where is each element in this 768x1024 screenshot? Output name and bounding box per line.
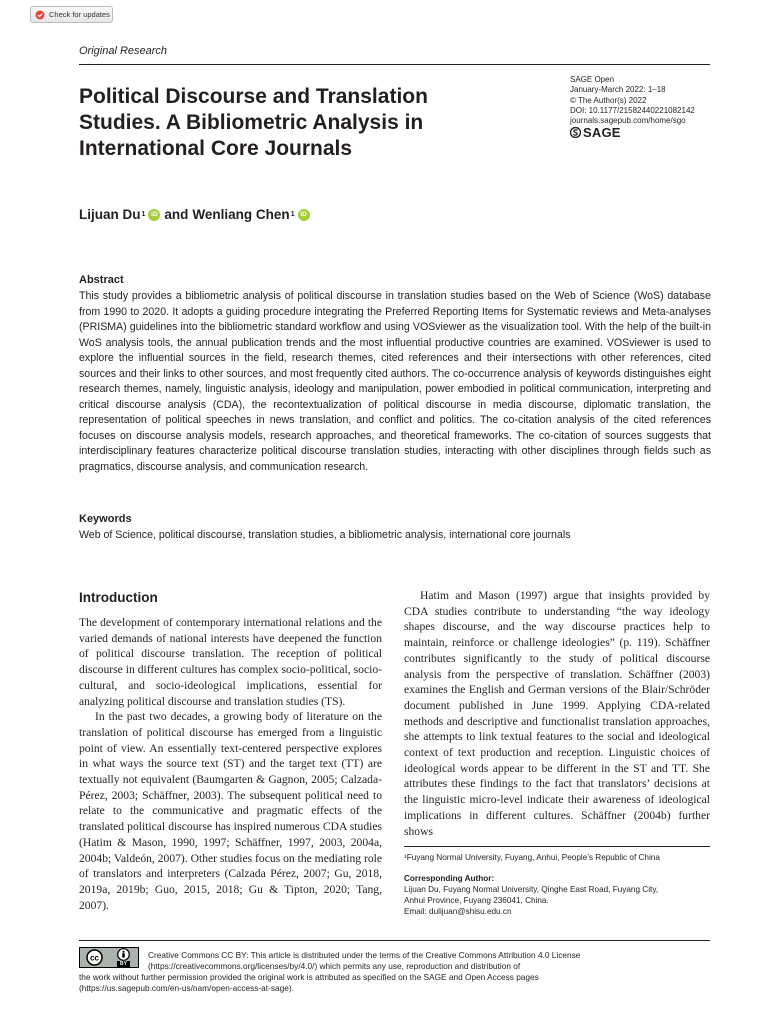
cc-by-badge[interactable] <box>79 947 139 968</box>
sage-logo <box>570 124 695 140</box>
article-title: Political Discourse and Translation Studies. A Bibliometric Analysis in International Core Journals <box>79 85 428 160</box>
corresponding-author-email[interactable]: Email: dulijuan@shisu.edu.cn <box>404 907 512 916</box>
license-url[interactable]: (https://us.sagepub.com/en-us/nam/open-access-at-sage). <box>79 983 294 993</box>
author-name[interactable]: Lijuan Du <box>79 207 141 222</box>
creative-commons-icon <box>86 949 103 966</box>
journal-url[interactable]: journals.sagepub.com/home/sgo <box>570 116 686 126</box>
by-label: BY <box>117 961 130 967</box>
introduction-heading: Introduction <box>79 590 158 605</box>
author-name[interactable]: Wenliang Chen <box>192 207 290 222</box>
author-list <box>79 207 314 222</box>
update-check-icon <box>35 10 45 20</box>
keywords-text: Web of Science, political discourse, translation studies, a bibliometric analysis, international core journals <box>79 529 571 541</box>
license-text-continued <box>79 972 710 994</box>
journal-issue: January-March 2022: 1–18 <box>570 85 666 95</box>
article-type: Original Research <box>79 45 168 57</box>
orcid-icon[interactable]: iD <box>148 209 160 221</box>
affiliation-footnote: ¹Fuyang Normal University, Fuyang, Anhui, People’s Republic of China <box>404 853 660 862</box>
sage-logo-icon <box>570 127 581 138</box>
footnotes <box>404 852 714 917</box>
license-divider <box>79 940 710 941</box>
cc-label: cc <box>90 953 99 963</box>
journal-meta <box>570 75 695 138</box>
corresponding-author-line: Anhui Province, Fuyang 236041, China. <box>404 896 549 905</box>
author-affiliation-marker: 1 <box>141 211 146 218</box>
header-divider <box>79 64 710 65</box>
footnote-divider <box>404 846 710 847</box>
orcid-icon[interactable]: iD <box>298 209 310 221</box>
journal-doi[interactable]: DOI: 10.1177/21582440221082142 <box>570 105 695 115</box>
license-url[interactable]: (https://creativecommons.org/licenses/by/4.0/) which permits any use, reproduction and distribution of <box>148 961 521 971</box>
license-line: Creative Commons CC BY: This article is distributed under the terms of the Creative Commons Attribution 4.0 License <box>148 950 581 960</box>
journal-copyright: © The Author(s) 2022 <box>570 95 647 105</box>
attribution-person-icon <box>117 948 130 961</box>
journal-name: SAGE Open <box>570 75 615 84</box>
abstract-text: This study provides a bibliometric analysis of political discourse in translation studies based on the Web of Science (WoS) database from 1990 to 2020. It adopts a guiding procedure integrating the Preferred Reporting Items for Systematic reviews and Meta-analyses (PRISMA) guidelines into the bibliometric standard workflow and using VOSviewer as the visualization tool. With the help of the built-in WoS analysis tools, the annual publication trends and the most influential productive countries are examined. VOSviewer is used to explore the influential sources in the field, research themes, cited references and their intersections with other references, cited sources and their links to other sources, and most frequently cited authors. The co-occurrence analysis of keywords distinguishes eight research themes, namely, linguistic analysis, ideology and manipulation, power embodied in political communication, interpreting and critical discourse analysis (CDA), the recontextualization of political discourse in media discourse, diplomatic translation, the representation of political speeches in news translation, and conflict and politics. The co-citation analysis of the cited references focuses on discourse analysis models, research approaches, and theoretical frameworks. The co-citation of sources suggests that interdisciplinary features characterize political discourse translation studies, interacting with other disciplines through fields such as pragmatics, discourse analysis, and communication research. <box>79 290 711 473</box>
cc-icon <box>80 948 109 967</box>
abstract-heading: Abstract <box>79 274 124 286</box>
license-line: the work without further permission provided the original work is attributed as specified on the SAGE and Open Access pages <box>79 972 539 982</box>
body-paragraph: The development of contemporary international relations and the varied demands of national interests have deepened the function of political discourse translation. The reception of political discourse in different cultures has complex socio-political, socio-cultural, and socio-ideological implications, essential for analyzing political discourse and translation studies (TS). <box>79 616 382 708</box>
keywords-heading: Keywords <box>79 513 132 525</box>
corresponding-author-line: Lijuan Du, Fuyang Normal University, Qinghe East Road, Fuyang City, <box>404 885 659 894</box>
by-icon <box>109 948 138 967</box>
author-affiliation-marker: 1 <box>290 211 295 218</box>
authors-conjunction: and <box>164 207 189 222</box>
check-for-updates-label: Check for updates <box>49 10 110 19</box>
body-column-left <box>79 615 382 913</box>
body-column-right <box>404 588 710 839</box>
corresponding-author-heading: Corresponding Author: <box>404 874 495 883</box>
body-paragraph: In the past two decades, a growing body of literature on the translation of political discourse has emerged from a linguistic point of view. An essentially text-centered perspective explores in what ways the source text (ST) and the target text (TT) are textually not equivalent (Baumgarten & Gagnon, 2005; Calzada-Pérez, 2003; Schäffner, 2003). The subsequent political need to relate to the communicative and pragmatic effects of the translated political discourse has inspired numerous CDA studies (Hatim & Mason, 1990, 1997; Schäffner, 1997, 2003, 2004a, 2004b; Valdeón, 2007). Other studies focus on the mediating role of translators and interpreters (Calzada Pérez, 2007; Gu, 2018, 2019a, 2019b; Guo, 2015, 2018; Gu & Tipton, 2020; Tang, 2007). <box>79 710 382 912</box>
body-paragraph: Hatim and Mason (1997) argue that insights provided by CDA studies contribute to understanding “the way ideology shapes discourse, and the way discourse practices help to maintain, reinforce or challenge ideologies” (p. 119). Schäffner contributes significantly to the study of political discourse analysis from the perspective of translation. Schäffner (2003) examines the English and German versions of the Blair/Schröder document published in June 1999. Applying CDA-related methods and descriptive and functionalist translation approaches, she attempts to link textual features to the social and ideological context of text production and reception. Linguistic choices of ideological words appear to be different in the ST and TT. She attributes these findings to the fact that translators’ decisions at the linguistic micro-level indicate their awareness of ideological implications in different cultures. Schäffner (2004b) further shows <box>404 589 710 838</box>
license-text <box>148 950 710 972</box>
sage-logo-text: SAGE <box>583 124 621 140</box>
check-for-updates-button[interactable] <box>30 6 113 23</box>
